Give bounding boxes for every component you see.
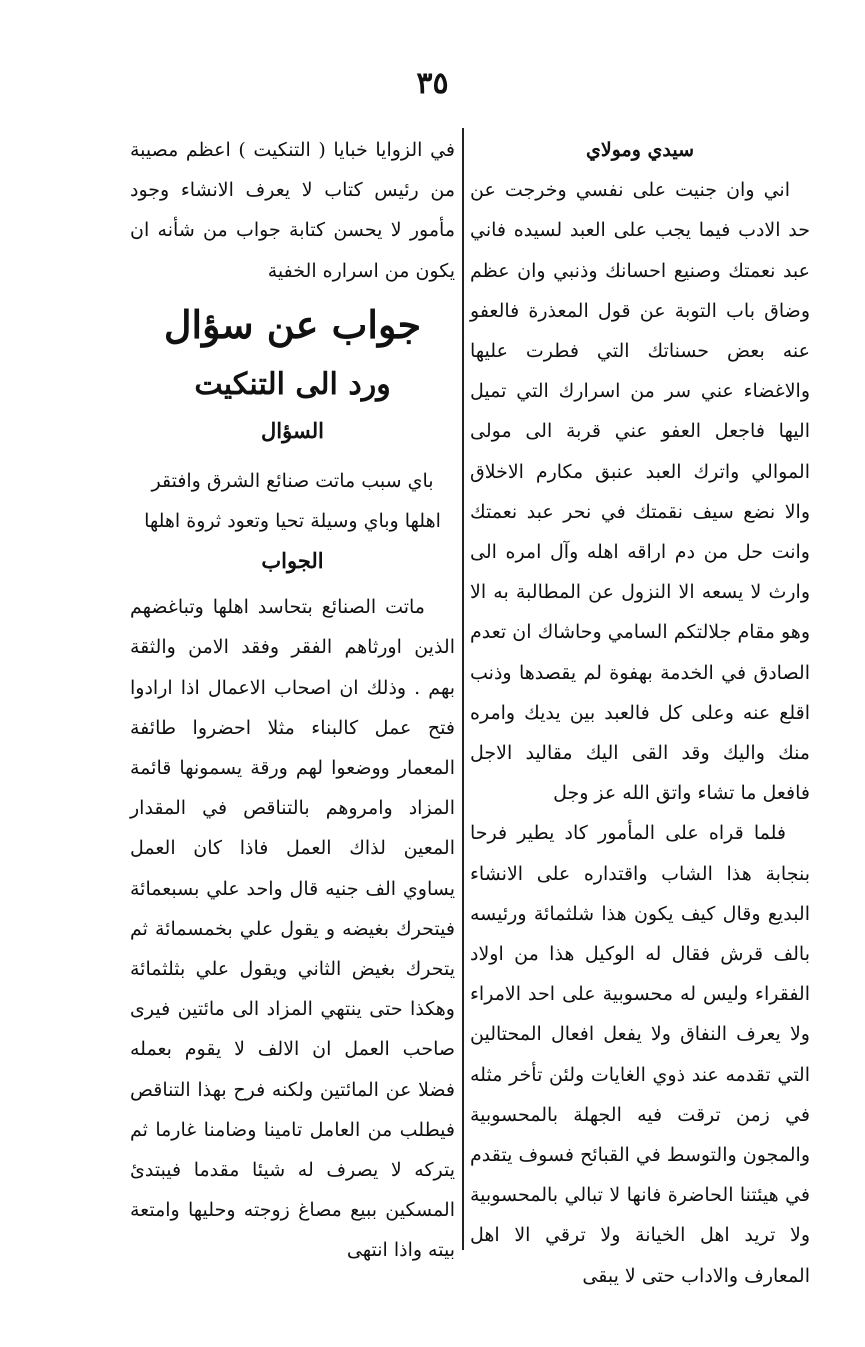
intro-paragraph: في الزوايا خبايا ( التنكيت ) اعظم مصيبة من رئيس كتاب لا يعرف الانشاء وجود مأمور لا يحسن كتابة جواب من شأنه ان يكون من اسراره الخفية — [130, 139, 455, 282]
answer-label: الجواب — [261, 548, 324, 574]
answer-text: ماتت الصنائع بتحاسد اهلها وتباغضهم الذين اورثاهم الفقر وفقد الامن والثقة بهم . وذلك ان اصحاب الاعمال اذا ارادوا فتح عمل كالبناء مثلا احضروا طائفة المعمار ووضعوا لهم ورقة يسمونها قائمة المزاد وامروهم بالتناقص في المقدار المعين لذاك العمل فاذا كان العمل يساوي الف جنيه قال واحد علي بسبعمائة فيتحرك بغيضه و يقول علي بخمسمائة ثم يتحرك بغيض الثاني ويقول علي بثلثمائة وهكذا حتى ينتهي المزاد الى مائتين فيرى صاحب العمل ان الالف لا يقوم بعمله فضلا عن المائتين ولكنه فرح بهذا التناقص فيطلب من العامل تامينا وضامنا غارما ثم يتركه لا يصرف له شيئا مقدما فيبتدئ المسكين ببيع مصاغ زوجته وحليها وامتعة بيته واذا انتهى — [130, 596, 455, 1262]
question-label: السؤال — [261, 417, 324, 443]
question-text: باي سبب ماتت صنائع الشرق وافتقر اهلها وباي وسيلة تحيا وتعود ثروة اهلها — [144, 469, 441, 533]
left-column — [130, 130, 455, 1271]
section-heading: جواب عن سؤال — [163, 301, 422, 347]
letter-paragraph: اني وان جنيت على نفسي وخرجت عن حد الادب فيما يجب على العبد لسيده فاني عبد نعمتك وصنيع احسانك وذنبي وان عظم وضاق باب التوبة عن قول المعذرة فالعفو عنه بعض حسناتك التي فطرت عليها والاغضاء عني سر من اسرارك التي تميل اليها فاجعل العفو عني قربة الى مولى الموالي واترك العبد عنبق مكارم الاخلاق والا نضع سيف نقمتك في نحر عبد نعمتك وانت حل من دم اراقه اهله وآل امره الى وارث لا يسعه الا النزول عن المطالبة به الا وهو مقام جلالتكم السامي وحاشاك ان تعدم الصادق في الخدمة بهفوة لم يقصدها وذنب اقلع عنه وعلى كل فالعبد بين يديك وامره منك واليك وقد القى اليك مقاليد الاجل فافعل ما تشاء واتق الله عز وجل — [470, 179, 810, 805]
page-number: ٣٥ — [416, 66, 449, 101]
narrative-paragraph: فلما قراه على المأمور كاد يطير فرحا بنجابة هذا الشاب واقتداره على الانشاء البديع وقال كيف يكون هذا شلثمائة ورئيسه بالف قرش فقال له الوكيل هذا من اولاد الفقراء وليس له محسوبية على احد الامراء ولا يعرف النفاق ولا يفعل افعال المحتالين التي تقدمه عند ذوي الغايات ولئن تأخر مثله في زمن ترقت فيه الجهلة بالمحسوبية والمجون والتوسط في القبائح فسوف يتقدم في هيئتنا الحاضرة فانها لا تبالي بالمحسوبية ولا تريد اهل الخيانة ولا ترقي الا اهل المعارف والاداب حتى لا يبقى — [470, 822, 810, 1287]
right-column — [470, 130, 810, 1296]
section-subheading: ورد الى التنكيت — [194, 366, 391, 402]
column-divider — [462, 128, 464, 1250]
salutation: سيدي ومولاي — [586, 139, 694, 161]
